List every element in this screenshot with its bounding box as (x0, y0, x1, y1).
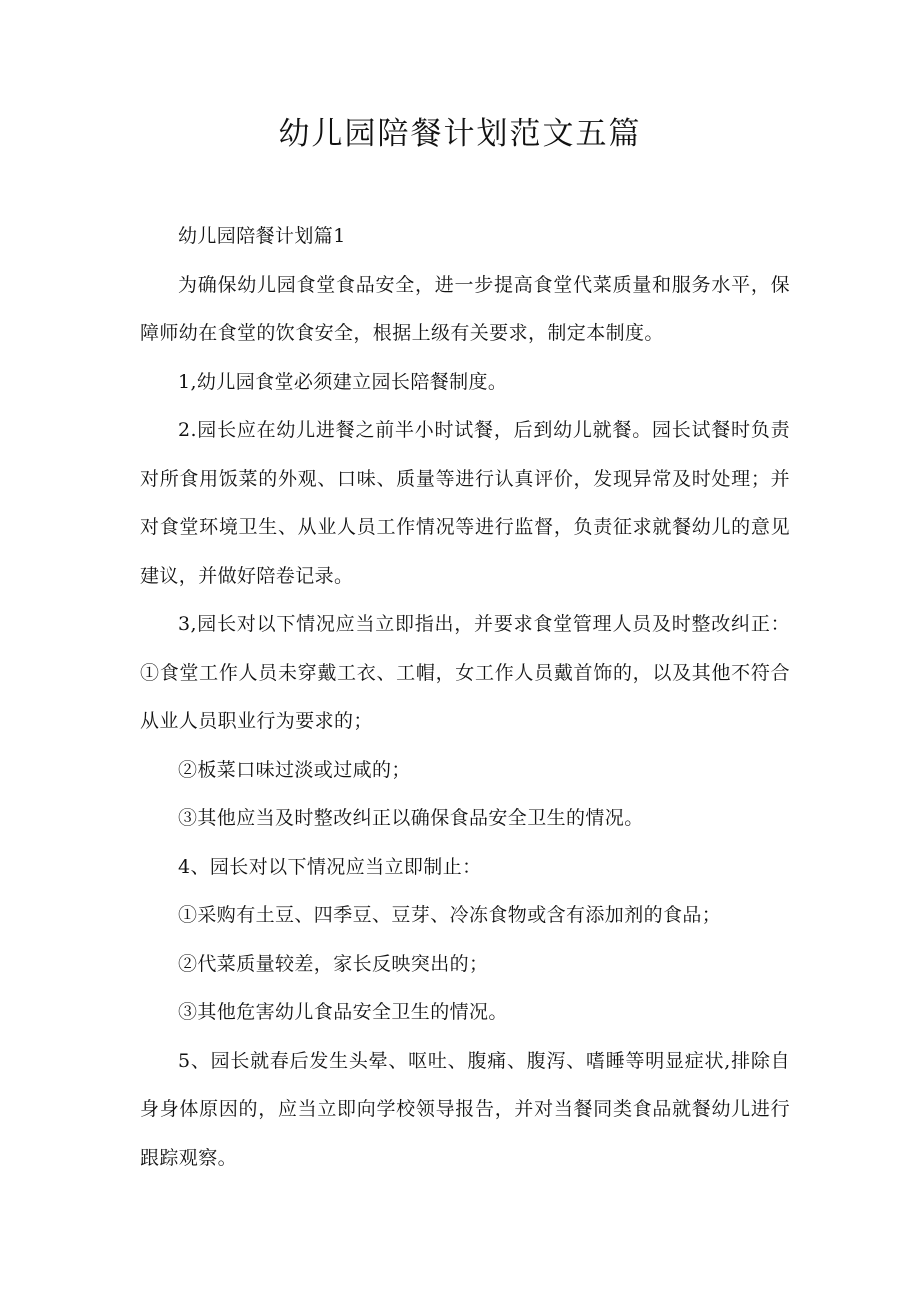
paragraph-item-4: 4、园长对以下情况应当立即制止： (178, 855, 482, 878)
paragraph-item-4-sub-2: ②代菜质量较差，家长反映突出的； (178, 952, 489, 975)
paragraph-item-2: 2.园长应在幼儿进餐之前半小时试餐，后到幼儿就餐。园长试餐时负责对所食用饭菜的外观、口味、质量等进行认真评价，发现异常及时处理；并对食堂环境卫生、从业人员工作情况等进行监督，负责征求就餐幼儿的意见建议，并做好陪卷记录。 (140, 419, 790, 587)
paragraph-item-5: 5、园长就春后发生头晕、呕吐、腹痛、腹泻、嗜睡等明显症状,排除自身身体原因的，应当立即向学校领导报告，并对当餐同类食品就餐幼儿进行跟踪观察。 (140, 1049, 790, 1169)
paragraph-item-1: 1,幼儿园食堂必须建立园长陪餐制度。 (178, 370, 508, 393)
document-body (140, 212, 790, 1182)
paragraph-item-3-sub-2: ②板菜口味过淡或过咸的； (178, 758, 411, 781)
paragraph-item-3: 3,园长对以下情况应当立即指出，并要求食堂管理人员及时整改纠正：①食堂工作人员未穿戴工衣、工帽，女工作人员戴首饰的，以及其他不符合从业人员职业行为要求的； (140, 613, 790, 732)
paragraph-intro: 为确保幼儿园食堂食品安全，进一步提高食堂代菜质量和服务水平，保障师幼在食堂的饮食安全，根据上级有关要求，制定本制度。 (140, 273, 790, 344)
section-heading: 幼儿园陪餐计划篇1 (178, 225, 346, 247)
paragraph-item-4-sub-1: ①采购有土豆、四季豆、豆芽、冷冻食物或含有添加剂的食品； (178, 904, 722, 926)
paragraph-item-4-sub-3: ③其他危害幼儿食品安全卫生的情况。 (178, 1001, 508, 1023)
paragraph-item-3-sub-3: ③其他应当及时整改纠正以确保食品安全卫生的情况。 (178, 807, 644, 829)
document-title: 幼儿园陪餐计划范文五篇 (278, 116, 642, 152)
